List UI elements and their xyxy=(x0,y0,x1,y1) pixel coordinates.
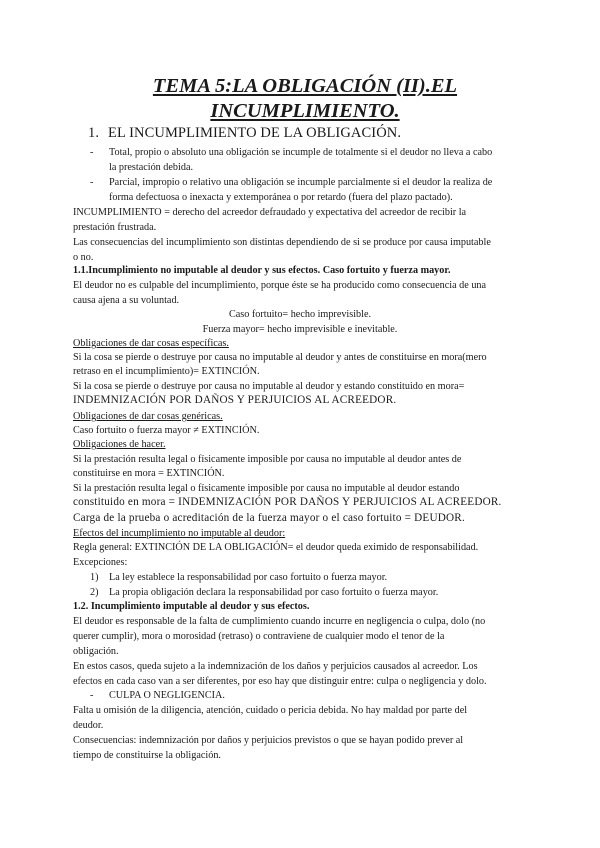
text-line: Si la prestación resulta legal o físicamente imposible por causa no imputable al deudor estando xyxy=(73,483,460,494)
list-number: 2) xyxy=(90,587,99,598)
text-line: Regla general: EXTINCIÓN DE LA OBLIGACIÓN= el deudor queda eximido de responsabilidad. xyxy=(73,542,479,553)
text-line: Si la prestación resulta legal o físicamente imposible por causa no imputable al deudor antes de xyxy=(73,454,462,465)
text-line: Si la cosa se pierde o destruye por causa no imputable al deudor y estando constituido en mora= xyxy=(73,381,465,392)
text-line: INDEMNIZACIÓN POR DAÑOS Y PERJUICIOS AL ACREEDOR. xyxy=(73,394,397,406)
text-line: tiempo de constituirse la obligación. xyxy=(73,750,221,761)
text-line: Falta u omisión de la diligencia, atención, cuidado o pericia debida. No hay maldad por parte del xyxy=(73,705,468,716)
section-heading-1 xyxy=(88,125,401,142)
bullet-dash: - xyxy=(90,177,94,188)
text-line: deudor. xyxy=(73,720,104,731)
bullet-heading: CULPA O NEGLIGENCIA. xyxy=(109,690,225,701)
text-line: o no. xyxy=(73,252,94,263)
subsection-heading-1-1: 1.1.Incumplimiento no imputable al deudor y sus efectos. Caso fortuito y fuerza mayor. xyxy=(73,265,451,276)
text-line: obligación. xyxy=(73,646,119,657)
text-line: querer cumplir), mora o morosidad (retraso) o contraviene de cualquier modo el tenor de la xyxy=(73,631,445,642)
text-line: Carga de la prueba o acreditación de la fuerza mayor o el caso fortuito = DEUDOR. xyxy=(73,512,465,524)
text-line: causa ajena a su voluntad. xyxy=(73,295,180,306)
text-line: constituirse en mora = EXTINCIÓN. xyxy=(73,468,225,479)
text-line: El deudor es responsable de la falta de cumplimiento cuando incurre en negligencia o culpa, dolo (no xyxy=(73,616,486,627)
text-line: retraso en el incumplimiento)= EXTINCIÓN. xyxy=(73,366,260,377)
underlined-heading: Obligaciones de dar cosas genéricas. xyxy=(73,411,223,422)
section-title: EL INCUMPLIMIENTO DE LA OBLIGACIÓN. xyxy=(108,125,402,141)
list-item: La ley establece la responsabilidad por caso fortuito o fuerza mayor. xyxy=(109,572,388,583)
underlined-heading: Obligaciones de hacer. xyxy=(73,439,166,450)
subsection-heading-1-2: 1.2. Incumplimiento imputable al deudor y sus efectos. xyxy=(73,601,310,612)
text-line: INCUMPLIMIENTO = derecho del acreedor defraudado y expectativa del acreedor de recibir la xyxy=(73,207,467,218)
text-line: Las consecuencias del incumplimiento son distintas dependiendo de si se produce por causa imputable xyxy=(73,237,491,248)
text-line: Total, propio o absoluto una obligación se incumple de totalmente si el deudor no lleva a cabo xyxy=(109,147,493,158)
list-item: La propia obligación declara la responsabilidad por caso fortuito o fuerza mayor. xyxy=(109,587,439,598)
text-line: la prestación debida. xyxy=(109,162,194,173)
underlined-heading: Obligaciones de dar cosas específicas. xyxy=(73,338,229,349)
text-line: forma defectuosa o inexacta y extemporánea o por retardo (fuera del plazo pactado). xyxy=(109,192,453,203)
centered-line: Caso fortuito= hecho imprevisible. xyxy=(228,309,372,320)
document-title xyxy=(60,74,550,124)
text-line: Excepciones: xyxy=(73,557,128,568)
text-line: Caso fortuito o fuerza mayor ≠ EXTINCIÓN. xyxy=(73,425,260,436)
list-number: 1) xyxy=(90,572,99,583)
text-line: prestación frustrada. xyxy=(73,222,157,233)
title-line-1: TEMA 5:LA OBLIGACIÓN (II).EL xyxy=(152,75,458,97)
underlined-heading: Efectos del incumplimiento no imputable al deudor: xyxy=(73,528,286,539)
bullet-dash: - xyxy=(90,147,94,158)
section-number: 1. xyxy=(88,125,100,141)
text-line: Si la cosa se pierde o destruye por causa no imputable al deudor y antes de constituirse en mora(mero xyxy=(73,352,487,363)
text-line: Consecuencias: indemnización por daños y perjuicios previstos o que se hayan podido prever al xyxy=(73,735,464,746)
title-line-2: INCUMPLIMIENTO. xyxy=(210,100,400,122)
text-line: efectos en cada caso van a ser diferentes, por eso hay que distinguir entre: culpa o negligencia y dolo. xyxy=(73,676,487,687)
text-line: El deudor no es culpable del incumplimiento, porque éste se ha producido como consecuencia de una xyxy=(73,280,487,291)
text-line: constituido en mora = INDEMNIZACIÓN POR DAÑOS Y PERJUICIOS AL ACREEDOR. xyxy=(73,496,502,508)
bullet-dash: - xyxy=(90,690,94,701)
text-line: Parcial, impropio o relativo una obligación se incumple parcialmente si el deudor la realiza de xyxy=(109,177,493,188)
text-line: En estos casos, queda sujeto a la indemnización de los daños y perjuicios causados al acreedor. Los xyxy=(73,661,478,672)
centered-line: Fuerza mayor= hecho imprevisible e inevitable. xyxy=(202,324,398,335)
